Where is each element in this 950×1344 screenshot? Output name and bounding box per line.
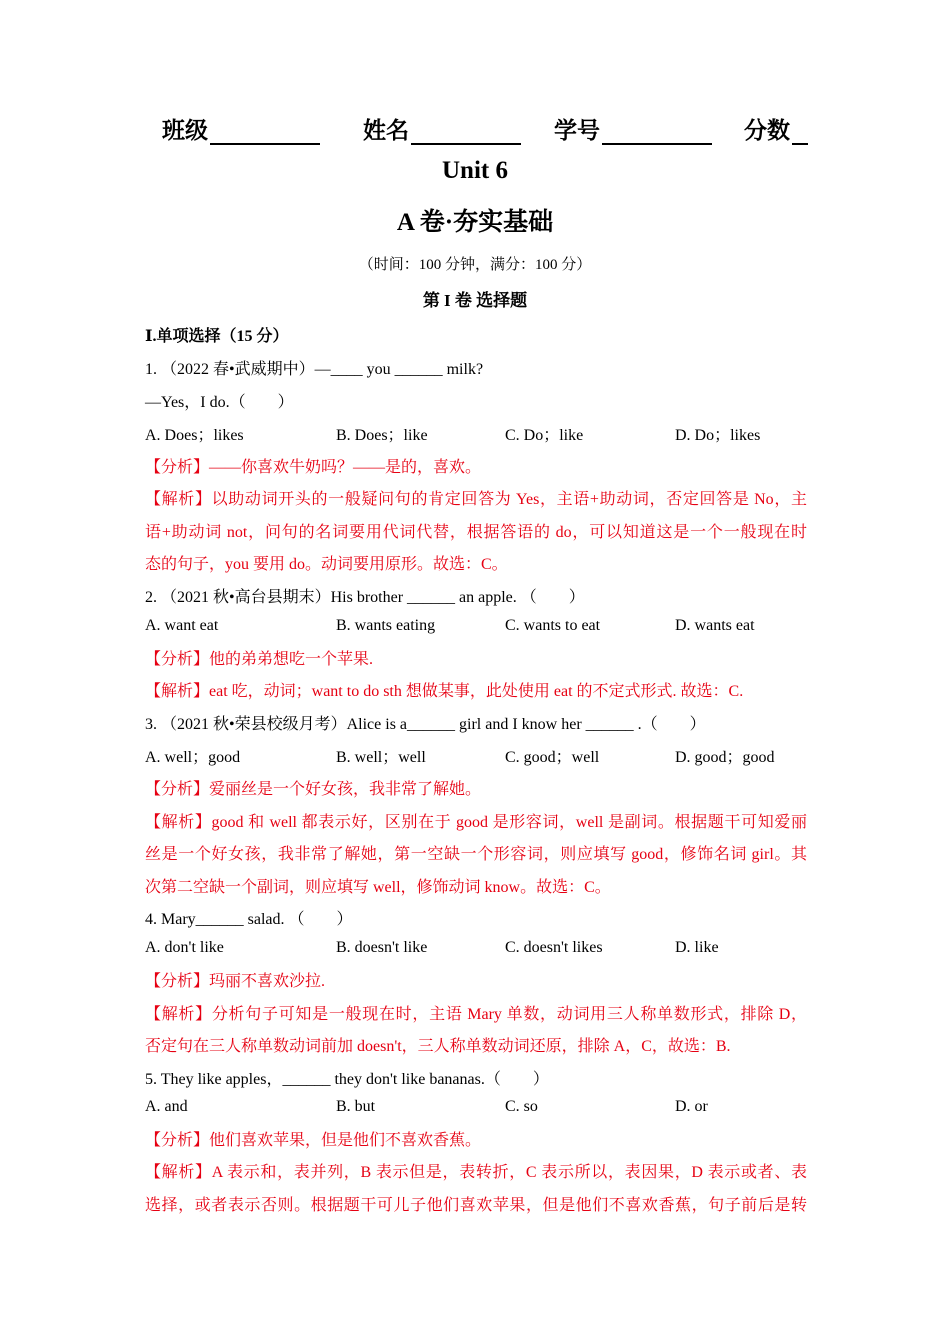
- student-info-row: [160, 112, 810, 148]
- question-4-explanation-line-1: 【解析】分析句子可知是一般现在时，主语 Mary 单数，动词用三人称单数形式，排除 D，: [145, 1006, 807, 1023]
- question-5-option-a[interactable]: A. and: [145, 1098, 188, 1115]
- question-4-analysis: 【分析】玛丽不喜欢沙拉.: [145, 973, 326, 990]
- score-label: 分数: [744, 118, 790, 143]
- question-4-option-d[interactable]: D. like: [675, 939, 719, 956]
- question-5-analysis: 【分析】他们喜欢苹果，但是他们不喜欢香蕉。: [145, 1132, 482, 1149]
- question-2-stem: 2. （2021 秋•高台县期末）His brother ______ an apple. （ ）: [145, 589, 585, 606]
- question-3-stem: 3. （2021 秋•荣县校级月考）Alice is a______ girl and I know her ______ .（ ）: [145, 716, 706, 733]
- name-blank[interactable]: [411, 119, 521, 145]
- question-5-explanation-line-1: 【解析】A 表示和，表并列，B 表示但是，表转折，C 表示所以，表因果，D 表示或者、表: [145, 1164, 807, 1181]
- question-3-option-d[interactable]: D. good；good: [675, 749, 775, 766]
- question-5-option-b[interactable]: B. but: [336, 1098, 376, 1115]
- question-4-explanation-line-2: 否定句在三人称单数动词前加 doesn't，三人称单数动词还原，排除 A，C，故选：B.: [145, 1038, 731, 1055]
- section-title: Ⅰ.单项选择（15 分）: [145, 328, 289, 345]
- question-4-option-a[interactable]: A. don't like: [145, 939, 224, 956]
- question-1-stem: 1. （2022 春•武威期中）—____ you ______ milk?: [145, 361, 484, 378]
- class-label: 班级: [162, 118, 208, 143]
- question-3-explanation-line-1: 【解析】good 和 well 都表示好，区别在于 good 是形容词，well 是副词。根据题干可知爱丽: [145, 814, 807, 831]
- name-label: 姓名: [363, 118, 409, 143]
- question-2-option-d[interactable]: D. wants eat: [675, 617, 755, 634]
- student-id-label: 学号: [554, 118, 600, 143]
- student-id-field: [554, 112, 712, 145]
- question-1-option-d[interactable]: D. Do；likes: [675, 427, 761, 444]
- question-3-analysis: 【分析】爱丽丝是一个好女孩，我非常了解她。: [145, 781, 482, 798]
- question-1-analysis: 【分析】——你喜欢牛奶吗？——是的，喜欢。: [145, 459, 482, 476]
- question-2-option-a[interactable]: A. want eat: [145, 617, 219, 634]
- question-3-explanation-line-2: 丝是一个好女孩，我非常了解她，第一空缺一个形容词，则应填写 good，修饰名词 girl。其: [145, 846, 807, 863]
- question-1-explanation-line-3: 态的句子，you 要用 do。动词要用原形。故选：C。: [145, 556, 508, 573]
- question-5-option-d[interactable]: D. or: [675, 1098, 708, 1115]
- question-5-option-c[interactable]: C. so: [505, 1098, 538, 1115]
- question-3-explanation-line-3: 次第二空缺一个副词，则应填写 well，修饰动词 know。故选：C。: [145, 879, 611, 896]
- question-4-stem: 4. Mary______ salad. （ ）: [145, 911, 353, 928]
- name-field: [363, 112, 521, 145]
- score-field: [744, 112, 808, 145]
- question-2-explanation-line-1: 【解析】eat 吃，动词；want to do sth 想做某事，此处使用 eat 的不定式形式. 故选：C.: [145, 683, 744, 700]
- question-1-explanation-line-2: 语+助动词 not，问句的名词要用代词代替，根据答语的 do，可以知道这是一个一般现在时: [145, 524, 807, 541]
- question-1-stem-answer: —Yes，I do.（ ）: [145, 394, 294, 411]
- question-5-stem: 5. They like apples，______ they don't like bananas.（ ）: [145, 1071, 549, 1088]
- question-3-option-a[interactable]: A. well；good: [145, 749, 241, 766]
- question-1-option-a[interactable]: A. Does；likes: [145, 427, 244, 444]
- time-info: （时间：100 分钟，满分：100 分）: [358, 257, 592, 273]
- question-2-analysis: 【分析】他的弟弟想吃一个苹果.: [145, 651, 374, 668]
- question-1-option-c[interactable]: C. Do；like: [505, 427, 584, 444]
- question-2-option-c[interactable]: C. wants to eat: [505, 617, 601, 634]
- question-5-explanation-line-2: 选择，或者表示否则。根据题干可儿子他们喜欢苹果，但是他们不喜欢香蕉，句子前后是转: [145, 1197, 807, 1214]
- question-3-option-c[interactable]: C. good；well: [505, 749, 600, 766]
- paper-subtitle: A 卷·夯实基础: [396, 209, 554, 236]
- score-blank[interactable]: [792, 119, 808, 145]
- question-3-option-b[interactable]: B. well；well: [336, 749, 426, 766]
- class-field: [162, 112, 320, 145]
- question-4-option-b[interactable]: B. doesn't like: [336, 939, 428, 956]
- student-id-blank[interactable]: [602, 119, 712, 145]
- question-4-option-c[interactable]: C. doesn't likes: [505, 939, 603, 956]
- question-2-option-b[interactable]: B. wants eating: [336, 617, 436, 634]
- question-1-option-b[interactable]: B. Does；like: [336, 427, 428, 444]
- class-blank[interactable]: [210, 119, 320, 145]
- part-title: 第 I 卷 选择题: [422, 291, 528, 310]
- question-1-explanation-line-1: 【解析】以助动词开头的一般疑问句的肯定回答为 Yes，主语+助动词，否定回答是 No，主: [145, 491, 807, 508]
- unit-title: Unit 6: [442, 157, 508, 184]
